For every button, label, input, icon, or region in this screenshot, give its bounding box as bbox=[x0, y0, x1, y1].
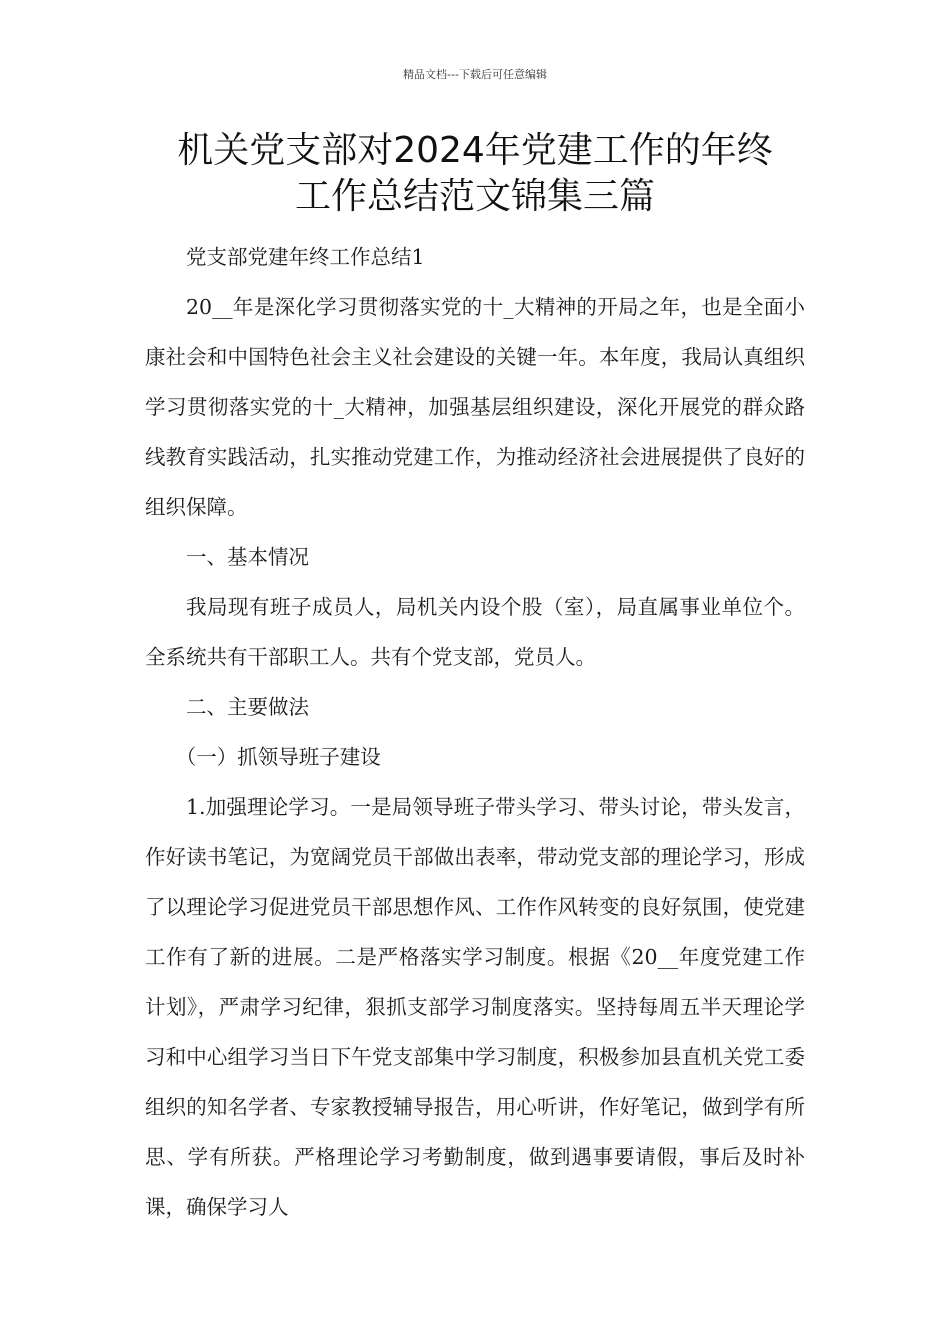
body-paragraph: 我局现有班子成员人，局机关内设个股（室），局直属事业单位个。全系统共有干部职工人。共有个党支部，党员人。 bbox=[145, 595, 805, 669]
title-line-2: 工作总结范文锦集三篇 bbox=[294, 176, 655, 217]
document-title bbox=[120, 128, 830, 220]
section-heading: 一、基本情况 bbox=[186, 545, 309, 569]
section-heading: 二、主要做法 bbox=[186, 695, 309, 719]
section-heading: 党支部党建年终工作总结1 bbox=[186, 245, 425, 269]
header-note: 精品文档---下载后可任意编辑 bbox=[403, 68, 547, 81]
body-paragraph: 1.加强理论学习。一是局领导班子带头学习、带头讨论，带头发言，作好读书笔记，为宽阔党员干部做出表率，带动党支部的理论学习，形成了以理论学习促进党员干部思想作风、工作作风转变的良好氛围，使党建工作有了新的进展。二是严格落实学习制度。根据《20__年度党建工作计划》，严肃学习纪律，狠抓支部学习制度落实。坚持每周五半天理论学习和中心组学习当日下午党支部集中学习制度，积极参加县直机关党工委组织的知名学者、专家教授辅导报告，用心听讲，作好笔记，做到学有所思、学有所获。严格理论学习考勤制度，做到遇事要请假，事后及时补课，确保学习人 bbox=[145, 795, 805, 1219]
document-body bbox=[145, 232, 805, 1232]
body-paragraph: 20__年是深化学习贯彻落实党的十_大精神的开局之年，也是全面小康社会和中国特色社会主义社会建设的关键一年。本年度，我局认真组织学习贯彻落实党的十_大精神，加强基层组织建设，深化开展党的群众路线教育实践活动，扎实推动党建工作，为推动经济社会进展提供了良好的组织保障。 bbox=[145, 295, 805, 519]
title-line-1: 机关党支部对2024年党建工作的年终 bbox=[177, 130, 773, 171]
subsection-heading: （一）抓领导班子建设 bbox=[175, 745, 381, 769]
